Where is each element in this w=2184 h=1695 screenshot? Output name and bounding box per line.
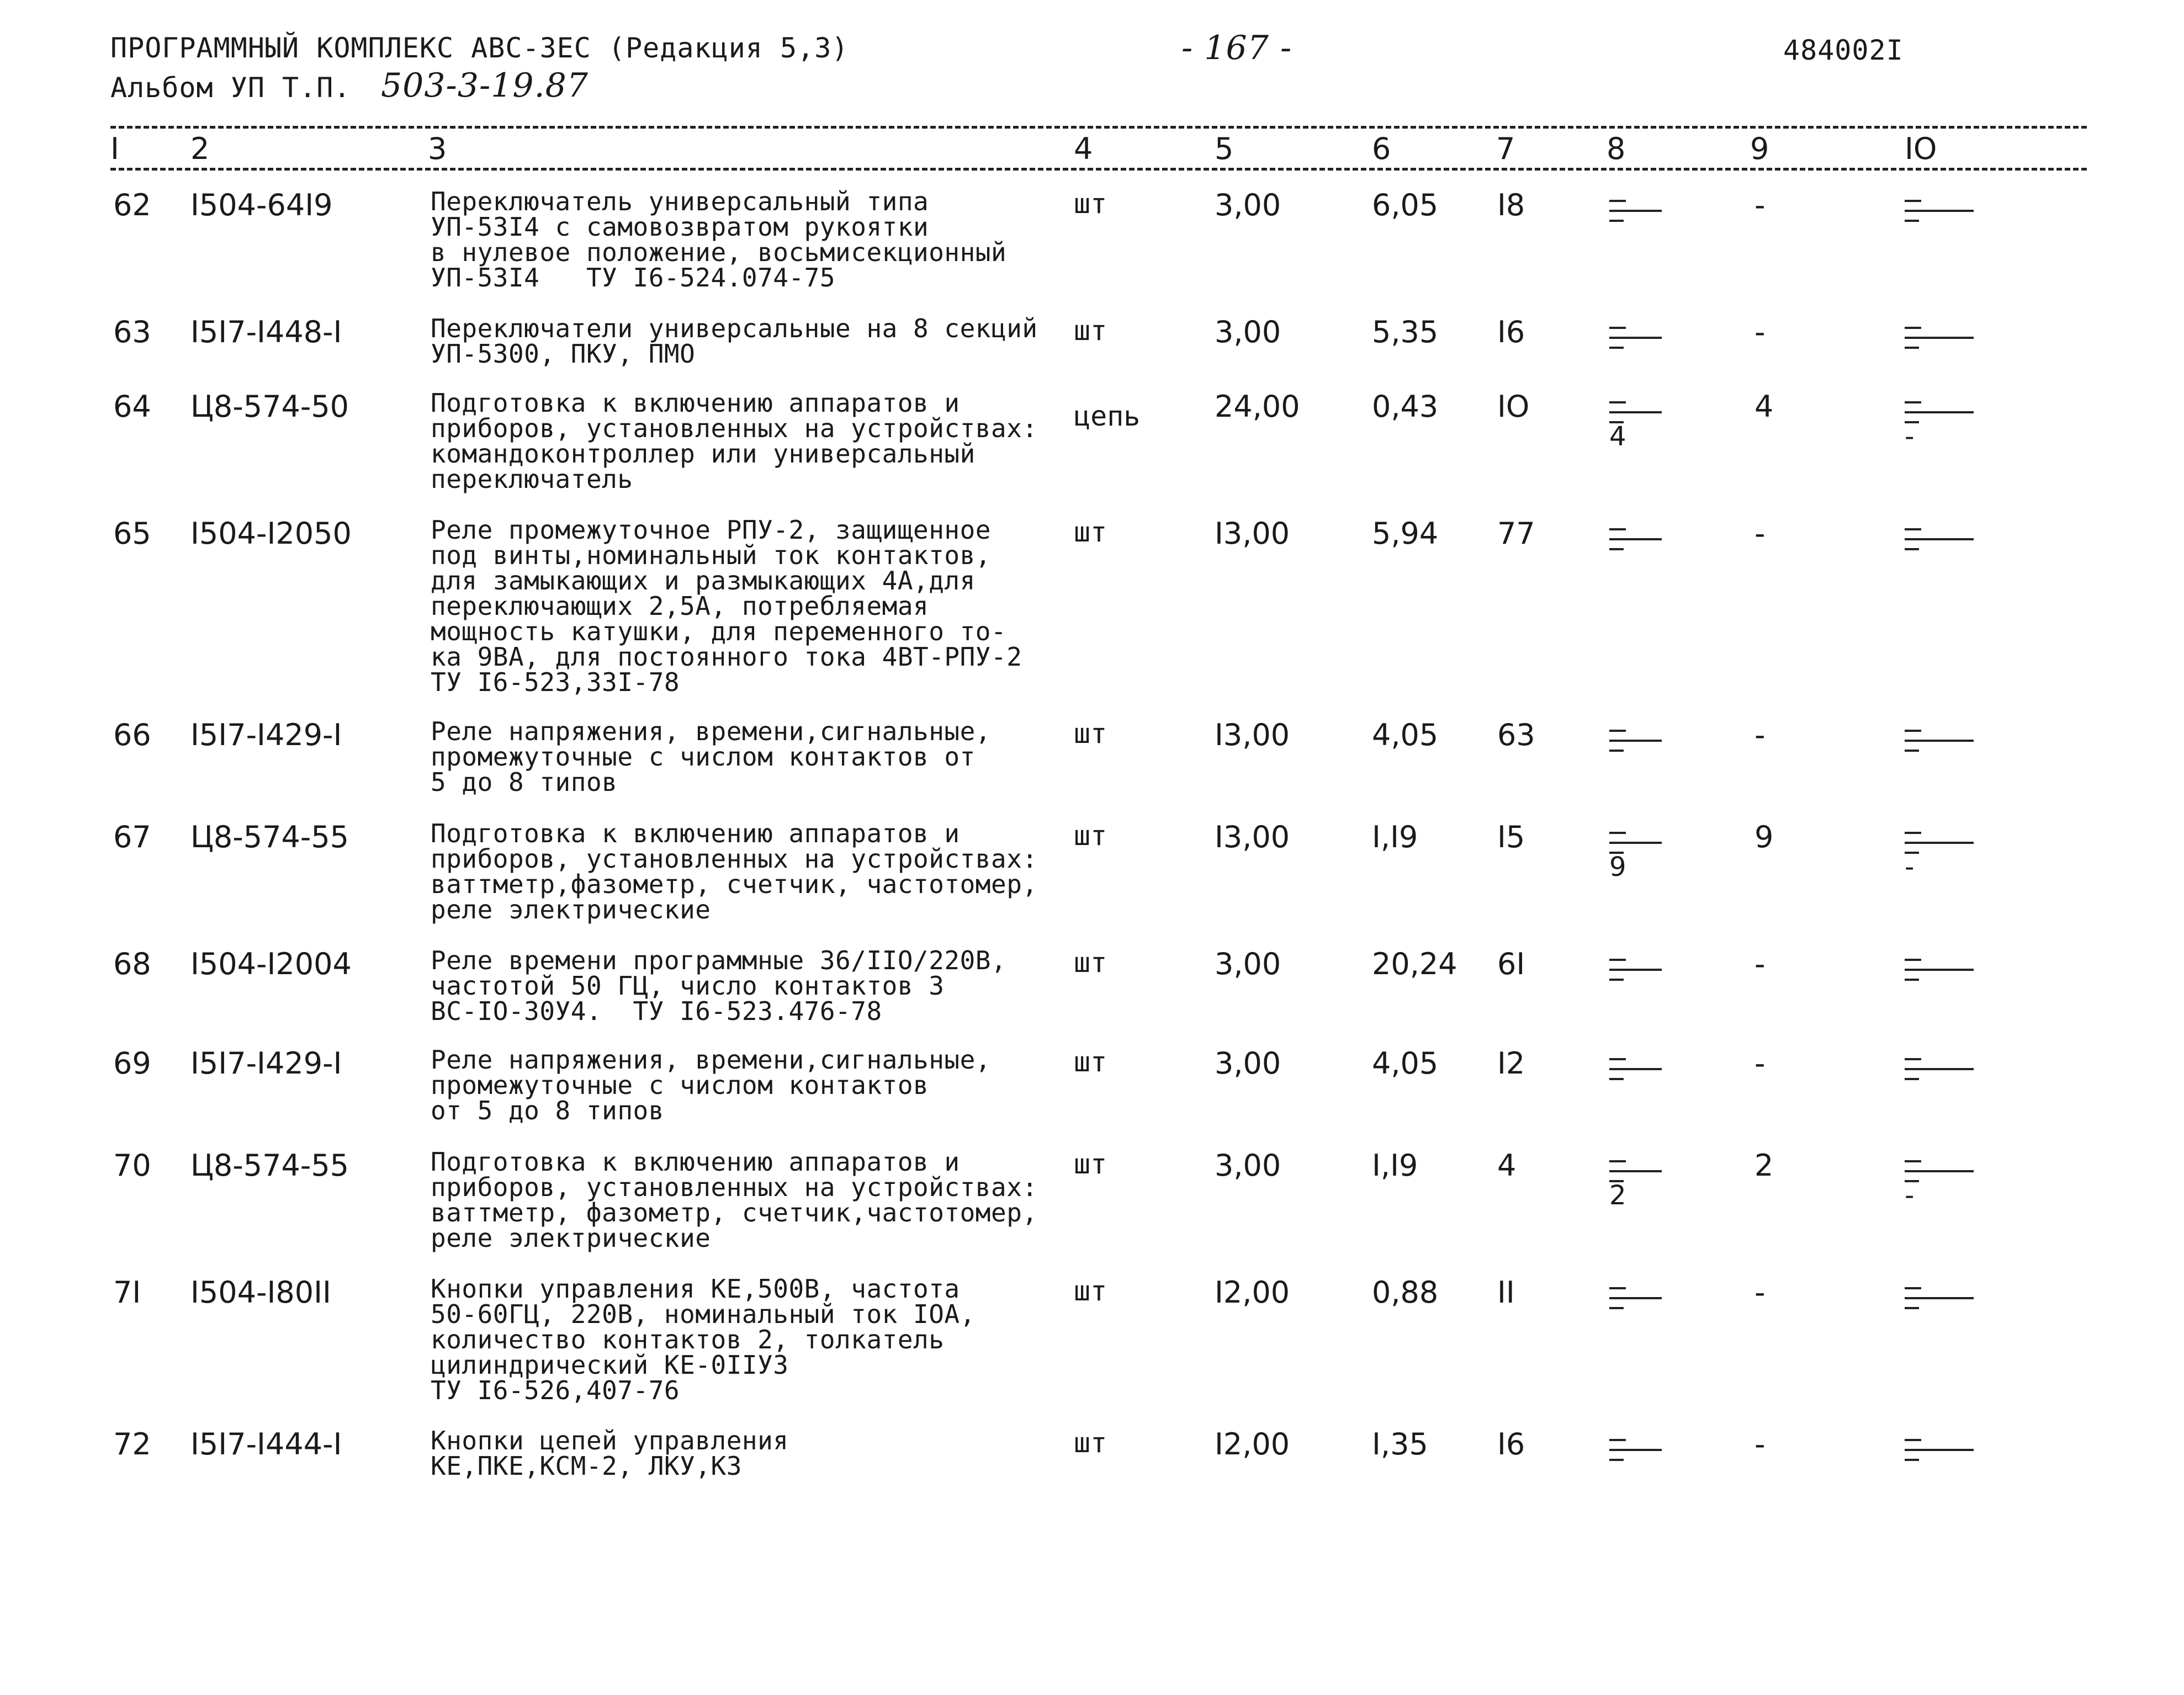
- column-9-value: -: [1754, 1046, 1766, 1081]
- mark-stroke: [1905, 1307, 1919, 1309]
- column-9-value: -: [1754, 315, 1766, 349]
- mark-stroke: [1905, 969, 1974, 971]
- item-description: [431, 1276, 976, 1403]
- description-line: Подготовка к включению аппаратов и: [431, 388, 960, 418]
- mark-stroke: [1609, 528, 1626, 530]
- album-number: 503-3-19.87: [381, 66, 589, 105]
- mark-stroke: [1609, 347, 1624, 349]
- description-line: УП-53I4 ТУ I6-524.074-75: [431, 263, 836, 293]
- mark-stroke: [1609, 1078, 1624, 1080]
- page-number: - 167 -: [1181, 29, 1292, 67]
- column-7-value: I6: [1497, 1427, 1525, 1462]
- description-line: мощность катушки, для переменного то-: [431, 617, 1007, 646]
- row-number: 67: [113, 820, 151, 854]
- column-number: 5: [1215, 131, 1234, 166]
- column-number: IO: [1905, 131, 1937, 166]
- mark-stroke: [1905, 979, 1919, 981]
- unit: шт: [1074, 1275, 1107, 1307]
- quantity: I2,00: [1215, 1427, 1290, 1462]
- row-number: 64: [113, 389, 151, 424]
- column-7-value: I2: [1497, 1046, 1525, 1081]
- mark-stroke: [1905, 347, 1919, 349]
- unit: шт: [1074, 1427, 1107, 1459]
- quantity: 3,00: [1215, 315, 1281, 349]
- column-10-sub-value: -: [1905, 421, 1915, 452]
- item-code: I5I7-I444-I: [190, 1427, 342, 1462]
- mark-stroke: [1609, 1459, 1624, 1461]
- item-description: [431, 821, 1038, 922]
- description-line: в нулевое положение, восьмисекционный: [431, 237, 1007, 267]
- quantity: 3,00: [1215, 1148, 1281, 1183]
- row-number: 70: [113, 1148, 151, 1183]
- unit: шт: [1074, 947, 1107, 979]
- unit-price: I,I9: [1372, 1148, 1418, 1183]
- mark-stroke: [1905, 210, 1974, 212]
- mark-stroke: [1609, 730, 1626, 732]
- mark-stroke: [1609, 200, 1626, 202]
- column-number: 4: [1074, 131, 1093, 166]
- column-9-value: -: [1754, 718, 1766, 752]
- unit: шт: [1074, 718, 1107, 750]
- description-line: количество контактов 2, толкатель: [431, 1325, 945, 1354]
- mark-stroke: [1905, 538, 1974, 540]
- item-code: I504-64I9: [190, 188, 333, 222]
- description-line: ТУ I6-526,407-76: [431, 1375, 680, 1405]
- column-8-sub-value: 4: [1609, 421, 1626, 452]
- mark-stroke: [1609, 411, 1662, 413]
- row-number: 62: [113, 188, 151, 222]
- mark-stroke: [1609, 538, 1662, 540]
- row-number: 72: [113, 1427, 151, 1462]
- unit-price: 4,05: [1372, 1046, 1439, 1081]
- item-code: I504-I2004: [190, 947, 352, 981]
- header-rule-bottom: [110, 168, 2087, 171]
- row-number: 68: [113, 947, 151, 981]
- description-line: Переключатели универсальные на 8 секций: [431, 314, 1038, 343]
- description-line: КЕ,ПКЕ,КСМ-2, ЛКУ,КЗ: [431, 1451, 742, 1481]
- item-code: I5I7-I429-I: [190, 718, 342, 752]
- description-line: частотой 50 ГЦ, число контактов 3: [431, 971, 945, 1001]
- column-9-value: 9: [1754, 820, 1774, 854]
- column-9-value: -: [1754, 1275, 1766, 1310]
- description-line: ваттметр,фазометр, счетчик, частотомер,: [431, 869, 1038, 899]
- unit: шт: [1074, 516, 1107, 548]
- quantity: I3,00: [1215, 718, 1290, 752]
- row-number: 69: [113, 1046, 151, 1081]
- mark-stroke: [1905, 200, 1921, 202]
- mark-stroke: [1609, 1307, 1624, 1309]
- column-number: 9: [1750, 131, 1769, 166]
- column-7-value: 77: [1497, 516, 1535, 551]
- unit: шт: [1074, 315, 1107, 347]
- description-line: переключающих 2,5А, потребляемая: [431, 591, 929, 621]
- description-line: 50-60ГЦ, 220В, номинальный ток IOA,: [431, 1299, 976, 1329]
- unit: шт: [1074, 1148, 1107, 1180]
- column-7-value: 6I: [1497, 947, 1525, 981]
- mark-stroke: [1905, 411, 1974, 413]
- mark-stroke: [1905, 959, 1921, 961]
- row-number: 65: [113, 516, 151, 551]
- mark-stroke: [1609, 740, 1662, 742]
- row-number: 7I: [113, 1275, 141, 1310]
- description-line: промежуточные с числом контактов: [431, 1070, 929, 1100]
- unit-price: 20,24: [1372, 947, 1457, 981]
- column-number: I: [110, 131, 119, 166]
- mark-stroke: [1905, 1287, 1921, 1289]
- album-label: Альбом УП Т.П.: [110, 72, 351, 104]
- description-line: Переключатель универсальный типа: [431, 187, 929, 216]
- quantity: I3,00: [1215, 516, 1290, 551]
- mark-stroke: [1905, 401, 1921, 403]
- mark-stroke: [1609, 750, 1624, 752]
- item-description: [431, 1149, 1038, 1251]
- column-7-value: 4: [1497, 1148, 1517, 1183]
- unit-price: 6,05: [1372, 188, 1439, 222]
- mark-stroke: [1609, 1170, 1662, 1172]
- item-description: [431, 314, 1038, 369]
- mark-stroke: [1905, 1297, 1974, 1299]
- mark-stroke: [1905, 1078, 1919, 1080]
- column-9-value: -: [1754, 947, 1766, 981]
- mark-stroke: [1905, 1058, 1921, 1060]
- mark-stroke: [1609, 979, 1624, 981]
- mark-stroke: [1905, 327, 1921, 329]
- mark-stroke: [1609, 1160, 1626, 1162]
- item-code: I504-I2050: [190, 516, 352, 551]
- item-code: I504-I80II: [190, 1275, 331, 1310]
- mark-stroke: [1609, 1287, 1626, 1289]
- description-line: УП-5300, ПКУ, ПМО: [431, 339, 696, 369]
- column-7-value: I6: [1497, 315, 1525, 349]
- column-9-value: -: [1754, 516, 1766, 551]
- mark-stroke: [1905, 1160, 1921, 1162]
- item-description: [431, 517, 1022, 695]
- column-9-value: -: [1754, 1427, 1766, 1462]
- mark-stroke: [1609, 842, 1662, 844]
- description-line: ка 9ВА, для постоянного тока 4ВТ-РПУ-2: [431, 642, 1022, 672]
- description-line: ваттметр, фазометр, счетчик,частотомер,: [431, 1198, 1038, 1228]
- mark-stroke: [1609, 210, 1662, 212]
- description-line: Реле напряжения, времени,сигнальные,: [431, 716, 991, 746]
- mark-stroke: [1905, 832, 1921, 834]
- unit-price: 5,94: [1372, 516, 1439, 551]
- mark-stroke: [1905, 1459, 1919, 1461]
- description-line: переключатель: [431, 464, 633, 494]
- mark-stroke: [1609, 548, 1624, 550]
- description-line: приборов, установленных на устройствах:: [431, 413, 1038, 443]
- description-line: Подготовка к включению аппаратов и: [431, 1147, 960, 1177]
- description-line: промежуточные с числом контактов от: [431, 742, 976, 772]
- quantity: 3,00: [1215, 1046, 1281, 1081]
- item-description: [431, 390, 1038, 492]
- unit: шт: [1074, 188, 1107, 220]
- item-description: [431, 187, 1007, 293]
- description-line: Реле напряжения, времени,сигнальные,: [431, 1045, 991, 1075]
- column-8-sub-value: 2: [1609, 1180, 1626, 1211]
- mark-stroke: [1609, 220, 1624, 222]
- description-line: Подготовка к включению аппаратов и: [431, 819, 960, 848]
- description-line: приборов, установленных на устройствах:: [431, 844, 1038, 874]
- column-10-sub-value: -: [1905, 1180, 1915, 1211]
- description-line: УП-53I4 с самовозвратом рукоятки: [431, 212, 929, 242]
- document-id: 484002I: [1783, 34, 1904, 66]
- quantity: I2,00: [1215, 1275, 1290, 1310]
- column-number: 7: [1496, 131, 1515, 166]
- description-line: 5 до 8 типов: [431, 767, 618, 797]
- unit-price: I,I9: [1372, 820, 1418, 854]
- mark-stroke: [1905, 548, 1919, 550]
- mark-stroke: [1609, 1058, 1626, 1060]
- row-number: 66: [113, 718, 151, 752]
- mark-stroke: [1905, 1439, 1921, 1441]
- mark-stroke: [1609, 1439, 1626, 1441]
- column-9-value: 4: [1754, 389, 1774, 424]
- column-7-value: I5: [1497, 820, 1525, 854]
- description-line: под винты,номинальный ток контактов,: [431, 540, 991, 570]
- item-description: [431, 945, 1007, 1026]
- mark-stroke: [1609, 1297, 1662, 1299]
- mark-stroke: [1609, 832, 1626, 834]
- mark-stroke: [1905, 337, 1974, 339]
- mark-stroke: [1609, 327, 1626, 329]
- unit-price: 0,43: [1372, 389, 1439, 424]
- column-9-value: 2: [1754, 1148, 1774, 1183]
- header-rule-top: [110, 126, 2087, 129]
- description-line: от 5 до 8 типов: [431, 1096, 664, 1125]
- column-7-value: I8: [1497, 188, 1525, 222]
- item-description: [431, 716, 991, 797]
- item-description: [431, 1047, 991, 1123]
- description-line: для замыкающих и размыкающих 4А,для: [431, 566, 976, 596]
- unit-price: 4,05: [1372, 718, 1439, 752]
- column-8-sub-value: 9: [1609, 852, 1626, 883]
- quantity: I3,00: [1215, 820, 1290, 854]
- mark-stroke: [1905, 220, 1919, 222]
- description-line: реле электрические: [431, 1223, 711, 1253]
- mark-stroke: [1609, 401, 1626, 403]
- item-description: [431, 1428, 788, 1479]
- column-9-value: -: [1754, 188, 1766, 222]
- item-code: Ц8-574-55: [190, 820, 349, 854]
- unit: шт: [1074, 1046, 1107, 1078]
- quantity: 3,00: [1215, 188, 1281, 222]
- mark-stroke: [1905, 730, 1921, 732]
- description-line: реле электрические: [431, 895, 711, 924]
- unit-price: 5,35: [1372, 315, 1439, 349]
- column-number: 6: [1372, 131, 1391, 166]
- unit: цепь: [1074, 400, 1141, 432]
- program-title: ПРОГРАММНЫЙ КОМПЛЕКС АВС-ЗЕС (Редакция 5,3): [110, 32, 849, 64]
- column-7-value: IO: [1497, 389, 1530, 424]
- quantity: 3,00: [1215, 947, 1281, 981]
- unit-price: 0,88: [1372, 1275, 1439, 1310]
- unit: шт: [1074, 820, 1107, 852]
- description-line: командоконтроллер или универсальный: [431, 439, 976, 469]
- description-line: цилиндрический КЕ-0IIУ3: [431, 1350, 789, 1380]
- unit-price: I,35: [1372, 1427, 1428, 1462]
- column-number: 8: [1607, 131, 1626, 166]
- mark-stroke: [1609, 959, 1626, 961]
- description-line: Кнопки управления КЕ,500В, частота: [431, 1274, 960, 1304]
- mark-stroke: [1609, 1449, 1662, 1451]
- mark-stroke: [1905, 750, 1919, 752]
- description-line: Реле промежуточное РПУ-2, защищенное: [431, 515, 991, 545]
- item-code: Ц8-574-50: [190, 389, 349, 424]
- mark-stroke: [1609, 969, 1662, 971]
- mark-stroke: [1905, 842, 1974, 844]
- column-7-value: 63: [1497, 718, 1535, 752]
- item-code: I5I7-I448-I: [190, 315, 342, 349]
- mark-stroke: [1609, 337, 1662, 339]
- description-line: приборов, установленных на устройствах:: [431, 1172, 1038, 1202]
- item-code: Ц8-574-55: [190, 1148, 349, 1183]
- column-number: 3: [428, 131, 447, 166]
- item-code: I5I7-I429-I: [190, 1046, 342, 1081]
- mark-stroke: [1905, 740, 1974, 742]
- description-line: Кнопки цепей управления: [431, 1426, 789, 1455]
- mark-stroke: [1905, 1068, 1974, 1070]
- row-number: 63: [113, 315, 151, 349]
- column-number: 2: [190, 131, 210, 166]
- mark-stroke: [1905, 528, 1921, 530]
- quantity: 24,00: [1215, 389, 1300, 424]
- mark-stroke: [1905, 1170, 1974, 1172]
- column-10-sub-value: -: [1905, 852, 1915, 883]
- column-7-value: II: [1497, 1275, 1515, 1310]
- description-line: ВС-IO-30У4. ТУ I6-523.476-78: [431, 996, 882, 1026]
- description-line: ТУ I6-523,33I-78: [431, 667, 680, 697]
- mark-stroke: [1905, 1449, 1974, 1451]
- mark-stroke: [1609, 1068, 1662, 1070]
- description-line: Реле времени программные 36/IIO/220В,: [431, 945, 1007, 975]
